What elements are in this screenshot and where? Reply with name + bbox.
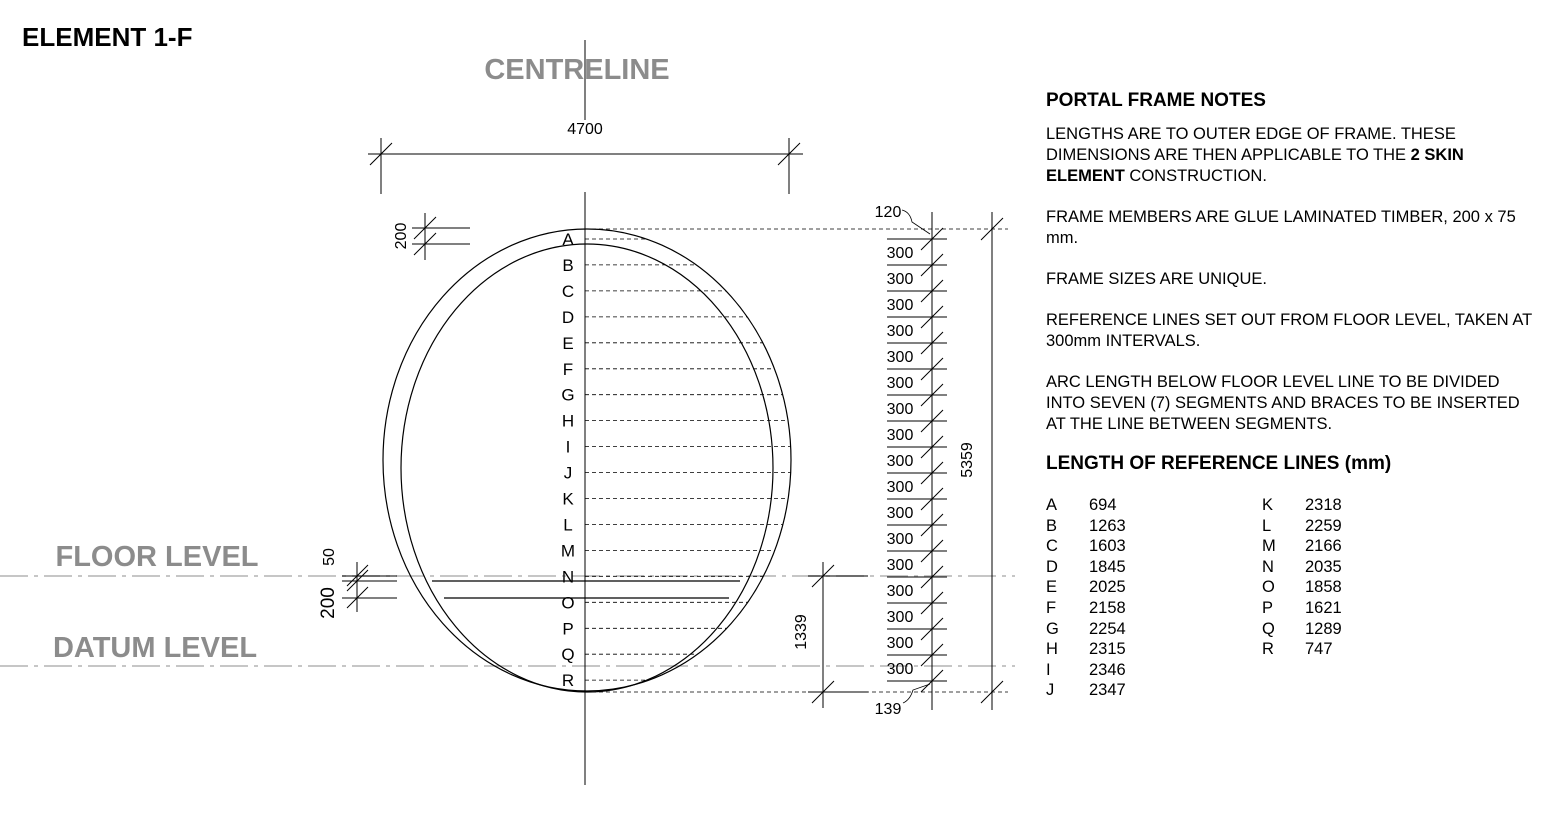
interval-label: 300: [886, 297, 914, 314]
reference-letter-b: B: [562, 255, 574, 275]
interval-label: 300: [886, 609, 914, 626]
top-band-dimension: [412, 213, 470, 260]
length-ref: E: [1046, 578, 1058, 597]
width-dimension: [368, 138, 803, 194]
interval-label: 300: [886, 375, 914, 392]
reference-letter-r: R: [561, 671, 575, 691]
interval-label: 300: [886, 583, 914, 600]
length-value: 2025: [1089, 578, 1126, 597]
width-dimension-value: 4700: [567, 121, 603, 138]
lengths-column-left: [1046, 495, 1126, 701]
length-row-b: [1046, 516, 1126, 537]
interval-label: 300: [886, 661, 914, 678]
reference-letter-a: A: [562, 230, 574, 249]
interval-label: 300: [886, 453, 914, 470]
length-value: 1603: [1089, 537, 1126, 556]
reference-letter-i: I: [565, 437, 571, 457]
lengths-heading: LENGTH OF REFERENCE LINES (mm): [1046, 453, 1392, 474]
length-value: 2158: [1089, 598, 1126, 617]
length-row-d: [1046, 557, 1126, 578]
length-ref: B: [1046, 516, 1058, 535]
note-outer-edge-text: LENGTHS ARE TO OUTER EDGE OF FRAME. THESE DIMENSIONS ARE THEN APPLICABLE TO THE: [1046, 125, 1456, 164]
length-row-o: [1262, 577, 1342, 598]
length-value: 1621: [1305, 598, 1342, 617]
length-value: 1263: [1089, 516, 1126, 535]
interval-label: 300: [886, 557, 914, 574]
length-row-m: [1262, 536, 1342, 557]
length-row-h: [1046, 639, 1126, 660]
length-row-g: [1046, 619, 1126, 640]
lengths-table: [1046, 495, 1466, 705]
reference-letters: [561, 230, 575, 690]
length-row-f: [1046, 598, 1126, 619]
reference-letter-j: J: [563, 463, 573, 483]
length-ref: N: [1262, 557, 1274, 576]
interval-label: 300: [886, 245, 914, 262]
floor-level-label: FLOOR LEVEL: [55, 541, 259, 573]
interval-labels: [887, 245, 914, 678]
reference-letter-k: K: [562, 489, 574, 509]
note-outer-edge: [1046, 124, 1536, 187]
interval-label: 300: [886, 479, 914, 496]
length-row-k: [1262, 495, 1342, 516]
page-title: ELEMENT 1-F: [22, 22, 193, 52]
length-ref: D: [1046, 557, 1058, 576]
reference-letter-n: N: [561, 567, 575, 587]
top-band-value: 200: [393, 222, 410, 250]
reference-letter-g: G: [561, 385, 575, 405]
centreline-label: CENTRELINE: [484, 54, 670, 86]
length-row-p: [1262, 598, 1342, 619]
note-reference-lines: REFERENCE LINES SET OUT FROM FLOOR LEVEL, TAKEN AT 300mm INTERVALS.: [1046, 311, 1532, 350]
length-value: 2259: [1305, 516, 1342, 535]
length-ref: R: [1262, 640, 1274, 659]
lengths-column-right: [1262, 495, 1342, 660]
below-floor-dimension: [808, 562, 868, 708]
length-value: 2254: [1089, 619, 1126, 638]
interval-label: 300: [886, 271, 914, 288]
interval-label: 300: [886, 505, 914, 522]
length-ref: J: [1046, 681, 1055, 700]
length-value: 694: [1089, 496, 1117, 514]
notes-heading: PORTAL FRAME NOTES: [1046, 90, 1266, 111]
frame-inner-edge: [401, 244, 773, 692]
length-ref: L: [1262, 516, 1272, 535]
length-ref: K: [1262, 496, 1274, 514]
note-outer-edge-bold: 2 SKIN ELEMENT: [1046, 146, 1464, 185]
total-height-value: 5359: [959, 442, 976, 478]
note-outer-edge-end: CONSTRUCTION.: [1124, 167, 1267, 185]
interval-label: 300: [886, 323, 914, 340]
length-row-c: [1046, 536, 1126, 557]
interval-label: 300: [886, 349, 914, 366]
length-ref: P: [1262, 598, 1274, 617]
length-value: 2315: [1089, 640, 1126, 659]
floor-offset-value: 50: [321, 548, 338, 566]
length-row-r: [1262, 639, 1342, 660]
reference-letter-q: Q: [561, 645, 575, 665]
length-row-a: [1046, 495, 1126, 516]
note-members: FRAME MEMBERS ARE GLUE LAMINATED TIMBER, 200 x 75 mm.: [1046, 208, 1516, 247]
length-value: 1289: [1305, 619, 1342, 638]
note-sizes: FRAME SIZES ARE UNIQUE.: [1046, 270, 1267, 288]
reference-letter-p: P: [562, 619, 574, 639]
total-height-dimension: [981, 212, 1003, 710]
reference-letter-d: D: [561, 307, 575, 327]
floor-band-value: 200: [318, 587, 339, 619]
notes-panel: [1046, 90, 1536, 705]
floor-dimension: [342, 562, 397, 612]
interval-label: 300: [886, 401, 914, 418]
reference-letter-e: E: [562, 333, 574, 353]
length-ref: O: [1262, 578, 1275, 597]
top-offset-value: 120: [874, 204, 902, 221]
interval-label: 300: [886, 635, 914, 652]
length-value: 1845: [1089, 557, 1126, 576]
note-arc-length: ARC LENGTH BELOW FLOOR LEVEL LINE TO BE DIVIDED INTO SEVEN (7) SEGMENTS AND BRACES TO BE INSERTED AT THE LINE BETWEEN SEGMENTS.: [1046, 373, 1520, 433]
top-offset-leader: [902, 210, 930, 234]
length-row-n: [1262, 557, 1342, 578]
interval-label: 300: [886, 531, 914, 548]
length-ref: A: [1046, 496, 1058, 514]
length-value: 2166: [1305, 537, 1342, 556]
length-ref: F: [1046, 598, 1057, 617]
reference-letter-c: C: [561, 281, 575, 301]
length-ref: C: [1046, 537, 1058, 556]
reference-letter-l: L: [563, 515, 573, 535]
length-row-i: [1046, 660, 1126, 681]
length-value: 2347: [1089, 681, 1126, 700]
length-ref: H: [1046, 640, 1058, 659]
length-ref: G: [1046, 619, 1059, 638]
length-row-j: [1046, 680, 1126, 701]
reference-letter-o: O: [561, 593, 575, 613]
length-value: 2346: [1089, 660, 1126, 679]
frame-outer-edge: [383, 229, 791, 691]
length-value: 747: [1305, 640, 1333, 659]
length-ref: I: [1046, 660, 1051, 679]
length-value: 2318: [1305, 496, 1342, 514]
length-row-q: [1262, 619, 1342, 640]
below-floor-value: 1339: [793, 614, 810, 650]
datum-level-label: DATUM LEVEL: [52, 632, 258, 664]
bottom-offset-value: 139: [874, 701, 902, 718]
reference-lines: [585, 239, 791, 680]
reference-letter-f: F: [562, 359, 574, 379]
reference-letter-h: H: [561, 411, 575, 431]
length-row-l: [1262, 516, 1342, 537]
length-value: 2035: [1305, 557, 1342, 576]
length-ref: Q: [1262, 619, 1275, 638]
length-row-e: [1046, 577, 1126, 598]
length-ref: M: [1262, 537, 1276, 556]
interval-label: 300: [886, 427, 914, 444]
reference-letter-m: M: [560, 541, 576, 561]
length-value: 1858: [1305, 578, 1342, 597]
